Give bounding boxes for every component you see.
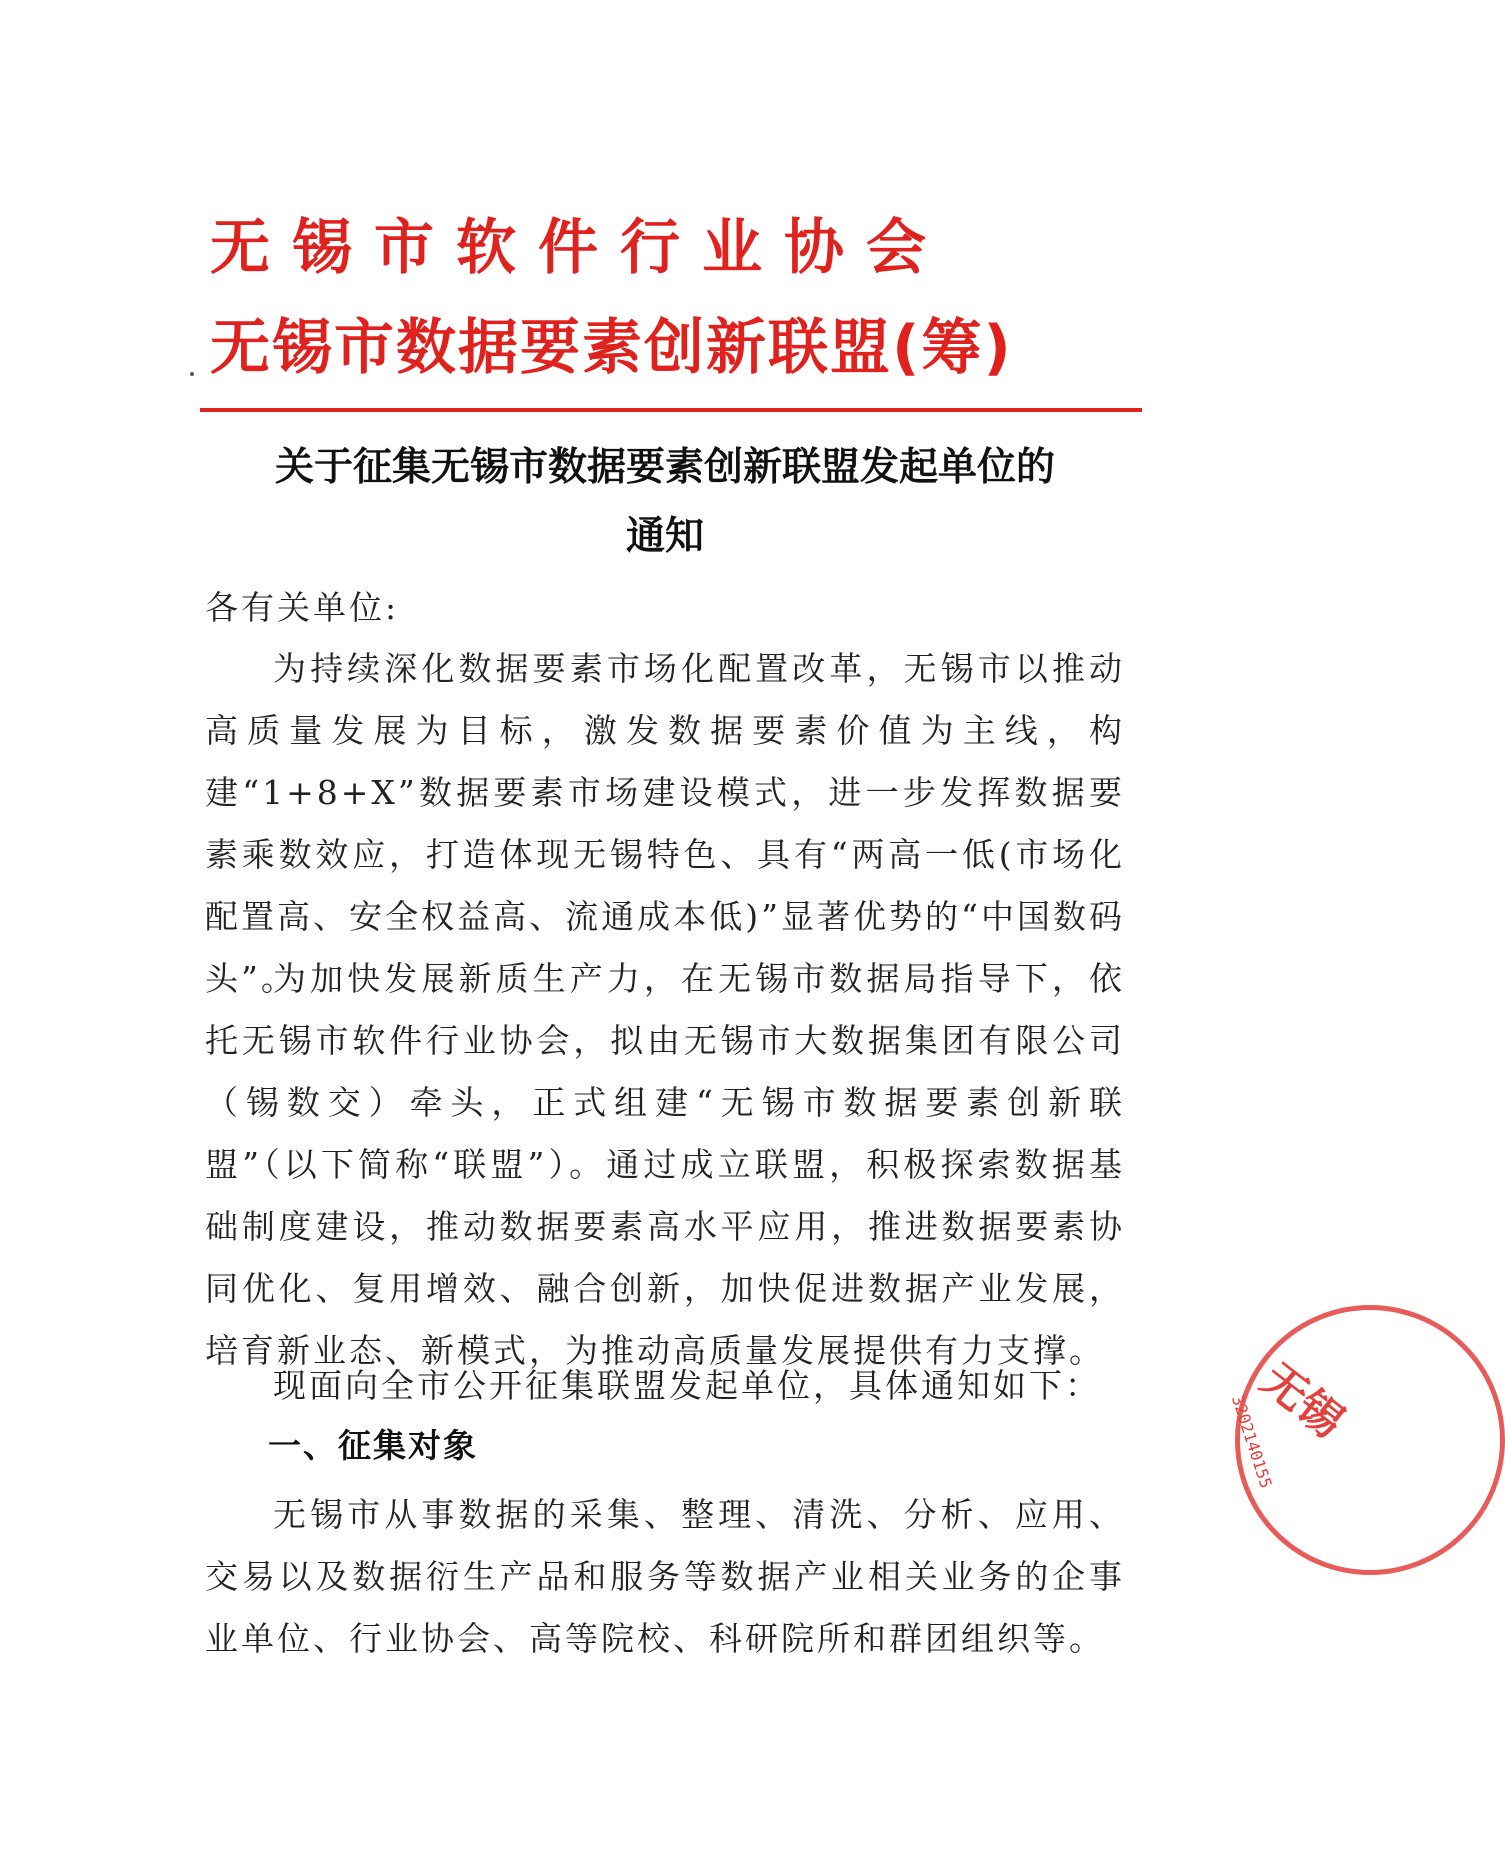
document-title-line1: 关于征集无锡市数据要素创新联盟发起单位的 xyxy=(274,445,1055,490)
seal-code: 3202140155 xyxy=(1227,1393,1276,1491)
document-title-line2: 通知 xyxy=(625,514,704,559)
red-header-rule xyxy=(200,408,1142,412)
salutation: 各有关单位: xyxy=(205,588,400,627)
paragraph-1: 为持续深化数据要素市场化配置改革，无锡市以推动高质量发展为目标，激发数据要素价值为主线，构建“1+8+X”数据要素市场建设模式，进一步发挥数据要素乘数效应，打造体现无锡特色、具有“两高一低(市场化配置高、安全权益高、流通成本低)”显著优势的“中国数码头”。 xyxy=(205,649,1125,998)
official-seal xyxy=(1235,1305,1505,1575)
org-name-line1: 无锡市软件行业协会 xyxy=(210,213,948,283)
section-heading-1: 一、征集对象 xyxy=(268,1426,478,1465)
scan-speck xyxy=(190,372,194,376)
paragraph-4: 无锡市从事数据的采集、整理、清洗、分析、应用、交易以及数据衍生产品和服务等数据产业相关业务的企事业单位、行业协会、高等院校、科研院所和群团组织等。 xyxy=(205,1495,1125,1658)
paragraph-2: 为加快发展新质生产力，在无锡市数据局指导下，依托无锡市软件行业协会，拟由无锡市大数据集团有限公司（锡数交）牵头，正式组建“无锡市数据要素创新联盟”（以下简称“联盟”）。通过成立联盟，积极探索数据基础制度建设，推动数据要素高水平应用，推进数据要素协同优化、复用增效、融合创新，加快促进数据产业发展，培育新业态、新模式，为推动高质量发展提供有力支撑。 xyxy=(205,959,1125,1370)
paragraph-3: 现面向全市公开征集联盟发起单位，具体通知如下： xyxy=(273,1366,1101,1405)
org-name-line2: 无锡市数据要素创新联盟(筹) xyxy=(210,313,1013,383)
seal-text: 无锡 xyxy=(1251,1353,1353,1449)
